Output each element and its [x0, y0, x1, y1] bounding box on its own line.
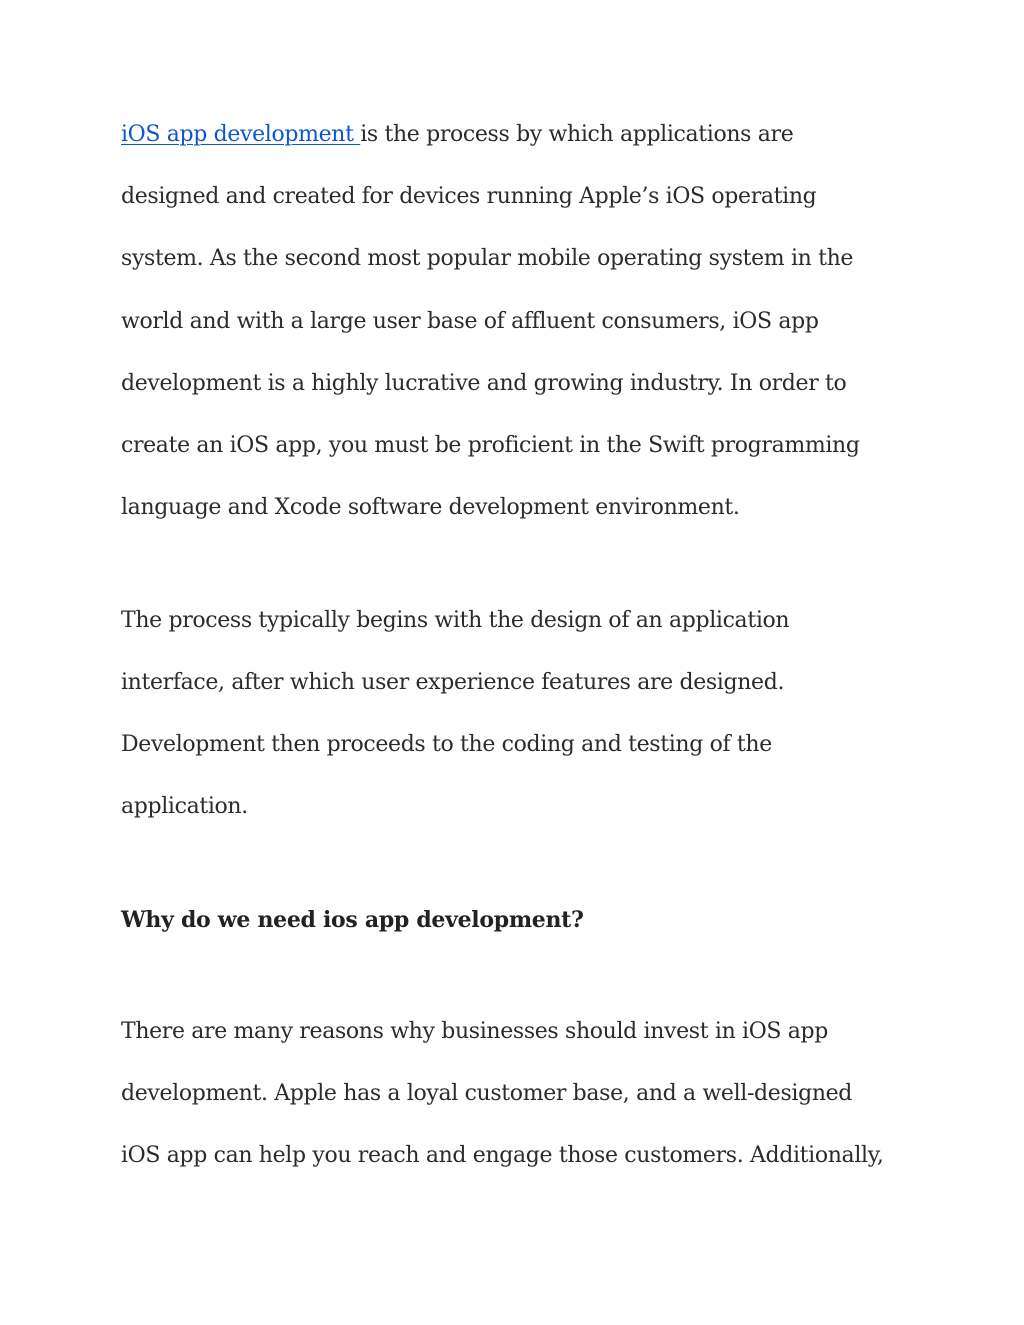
paragraph-2-line-4: application.	[121, 794, 248, 819]
paragraph-2-line-1: The process typically begins with the design of an application	[121, 608, 790, 633]
paragraph-1-line-1-text: is the process by which applications are	[360, 122, 794, 147]
paragraph-1-line-1	[121, 120, 793, 150]
paragraph-3-line-2: development. Apple has a loyal customer base, and a well-designed	[121, 1081, 853, 1106]
paragraph-2-line-3: Development then proceeds to the coding and testing of the	[121, 732, 772, 757]
paragraph-1-line-5: development is a highly lucrative and growing industry. In order to	[121, 371, 847, 396]
paragraph-1-line-6: create an iOS app, you must be proficient in the Swift programming	[121, 433, 860, 458]
section-heading: Why do we need ios app development?	[121, 907, 584, 933]
paragraph-1-line-4: world and with a large user base of affluent consumers, iOS app	[121, 309, 819, 334]
paragraph-3-line-3: iOS app can help you reach and engage those customers. Additionally,	[121, 1143, 884, 1168]
paragraph-3-line-1: There are many reasons why businesses should invest in iOS app	[121, 1019, 828, 1044]
paragraph-1-line-3: system. As the second most popular mobile operating system in the	[121, 246, 854, 271]
paragraph-2-line-2: interface, after which user experience features are designed.	[121, 670, 785, 695]
ios-app-development-link[interactable]: iOS app development	[121, 122, 361, 147]
paragraph-1-line-7: language and Xcode software development environment.	[121, 495, 740, 520]
paragraph-1-line-2: designed and created for devices running Apple’s iOS operating	[121, 184, 817, 209]
